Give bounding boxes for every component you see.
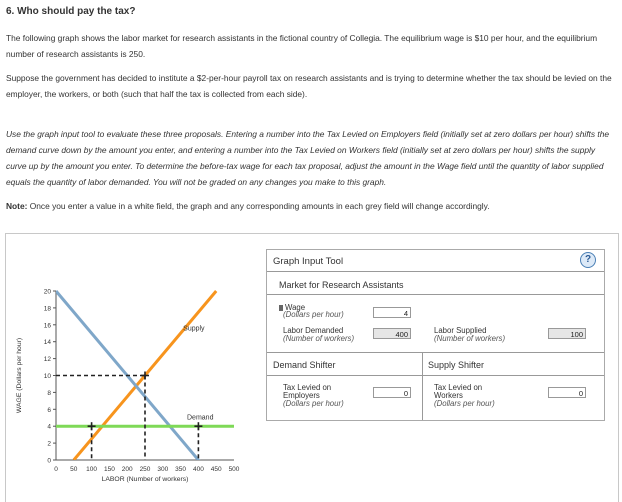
tool-title: Graph Input Tool [273, 256, 344, 267]
note [6, 198, 616, 214]
question-title: 6. Who should pay the tax? [6, 6, 136, 17]
note-text: Once you enter a value in a white field, the graph and any corresponding amounts in each grey field will change accordingly. [29, 201, 490, 211]
x-tick-label: 50 [70, 466, 78, 473]
labor-demanded-value: 400 [373, 328, 411, 339]
y-tick-label: 2 [47, 440, 51, 448]
demand-label: Demand [187, 414, 214, 422]
x-tick-label: 400 [192, 466, 204, 473]
y-axis-label: WAGE (Dollars per hour) [16, 337, 23, 414]
x-tick-label: 300 [157, 466, 169, 473]
tax-employers-label-2: Employers [283, 391, 320, 400]
divider [267, 375, 604, 376]
help-icon[interactable]: ? [580, 252, 596, 268]
market-title: Market for Research Assistants [279, 280, 404, 290]
labor-supplied-value: 100 [548, 328, 586, 339]
intro-paragraph: The following graph shows the labor market for research assistants in the fictional country of Collegia. The equilibrium wage is $10 per hour, and the equilibrium number of research assistants is 250. [6, 33, 598, 59]
y-tick-label: 12 [43, 356, 51, 364]
y-tick-label: 20 [43, 288, 51, 296]
x-tick-label: 100 [86, 466, 98, 473]
y-tick-label: 16 [43, 322, 51, 330]
labor-market-chart[interactable] [6, 234, 266, 502]
x-tick-label: 150 [103, 466, 115, 473]
tax-employers-input[interactable]: 0 [373, 387, 411, 398]
divider [267, 294, 604, 295]
x-tick-label: 200 [121, 466, 133, 473]
y-tick-label: 6 [47, 406, 51, 414]
labor-demanded-unit: (Number of workers) [283, 334, 355, 343]
instructions-paragraph: Use the graph input tool to evaluate these three proposals. Entering a number into the Tax Levied on Employers field (initially set at zero dollars per hour) shifts the demand curve down by the amount you enter, and entering a number into the Tax Levied on Workers field (initially set at zero dollars per hour) shifts the supply curve up by the amount you enter. To determine the before-tax wage for each tax proposal, adjust the amount in the Wage field until the quantity of labor supplied equals the quantity of labor demanded. You will not be graded on any changes you make to this graph. [6, 129, 610, 187]
divider [267, 271, 604, 272]
note-label: Note: [6, 201, 28, 211]
x-tick-label: 0 [54, 466, 58, 473]
divider [267, 352, 604, 353]
tax-workers-input[interactable]: 0 [548, 387, 586, 398]
wage-label: Wage [279, 304, 305, 312]
x-tick-label: 250 [139, 466, 151, 473]
x-axis-label: LABOR (Number of workers) [101, 476, 189, 483]
y-tick-label: 14 [43, 339, 51, 347]
labor-demanded-label: Labor Demanded [283, 326, 344, 335]
demand-shifter-title: Demand Shifter [273, 360, 336, 370]
supply-shifter-title: Supply Shifter [428, 360, 485, 370]
tax-workers-label-2: Workers [434, 391, 463, 400]
wage-unit: (Dollars per hour) [283, 310, 344, 319]
x-tick-label: 350 [175, 466, 187, 473]
tax-workers-unit: (Dollars per hour) [434, 399, 495, 408]
wage-input[interactable]: 4 [373, 307, 411, 318]
labor-supplied-label: Labor Supplied [434, 326, 487, 335]
divider [422, 353, 423, 420]
x-tick-label: 500 [228, 466, 240, 473]
y-tick-label: 4 [47, 423, 51, 431]
tax-workers-label-1: Tax Levied on [434, 383, 483, 392]
y-tick-label: 0 [47, 457, 51, 465]
x-tick-label: 450 [210, 466, 222, 473]
y-tick-label: 10 [43, 373, 51, 380]
tax-employers-unit: (Dollars per hour) [283, 399, 344, 408]
y-tick-label: 18 [43, 305, 51, 313]
y-tick-label: 8 [47, 389, 51, 397]
tax-employers-label-1: Tax Levied on [283, 383, 332, 392]
tax-paragraph: Suppose the government has decided to institute a $2-per-hour payroll tax on research assistants and is trying to determine whether the tax should be levied on the employer, the workers, or both (such that half the tax is collected from each side). [6, 73, 612, 99]
graph-input-tool [266, 249, 605, 421]
labor-supplied-unit: (Number of workers) [434, 334, 506, 343]
supply-label: Supply [183, 325, 205, 333]
